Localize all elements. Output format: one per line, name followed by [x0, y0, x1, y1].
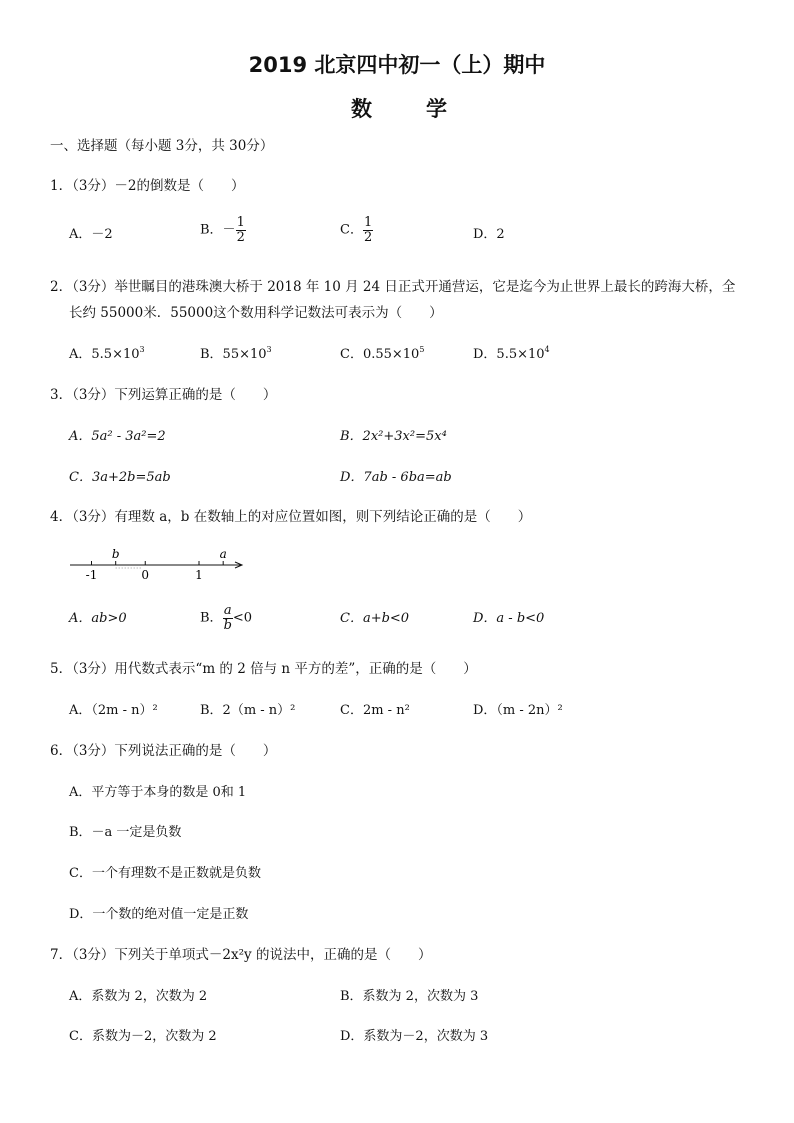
q2-option-a: A．$5.5\times 10^3$	[69, 345, 145, 362]
q1-option-d: D．2	[473, 227, 505, 242]
question-2-stem-line1: 2．（3分）举世瞩目的港珠澳大桥于 2018 年 10 月 24 日正式开通营运，它是迄今为止世界上最长的跨海大桥，全	[50, 279, 736, 295]
q5-option-d: D．（m - 2n）²	[473, 703, 563, 718]
q1-option-c: C． $\frac{1}{2}$	[340, 215, 373, 245]
tick-minus-1-label: -1	[85, 568, 98, 582]
q7-option-c: C．系数为－2，次数为 2	[69, 1029, 217, 1044]
q7-option-d: D．系数为－2，次数为 3	[340, 1029, 489, 1044]
q7-option-a: A．系数为 2，次数为 2	[69, 989, 208, 1004]
q6-option-d: D．一个数的绝对值一定是正数	[69, 907, 249, 922]
question-3-stem: 3．（3分）下列运算正确的是（ ）	[50, 387, 277, 403]
question-4-stem: 4．（3分）有理数 a，b 在数轴上的对应位置如图，则下列结论正确的是（ ）	[50, 509, 532, 525]
section-heading: 一、选择题（每小题 3分，共 30分）	[50, 138, 274, 154]
point-a-label: a	[219, 547, 227, 561]
q6-option-b: B．－a 一定是负数	[69, 825, 182, 840]
tick-1-label: 1	[195, 568, 203, 582]
q1-option-a: A．－2	[69, 227, 113, 242]
q3-option-c: C．3a+2b=5ab	[69, 470, 171, 485]
question-5-stem: 5．（3分）用代数式表示“m 的 2 倍与 n 平方的差”，正确的是（ ）	[50, 661, 477, 677]
q2-option-c: C．$0.55\times 10^5$	[340, 345, 425, 362]
subject-title: 数学	[351, 97, 501, 121]
tick-0-label: 0	[141, 568, 150, 582]
q5-option-a: A．（2m - n）²	[69, 703, 158, 718]
number-line-figure	[64, 543, 254, 585]
page-title: 2019 北京四中初一（上）期中	[248, 53, 546, 77]
q4-option-d: D．a - b<0	[473, 611, 545, 626]
q6-option-c: C．一个有理数不是正数就是负数	[69, 866, 261, 881]
question-1-stem: 1．（3分）－2的倒数是（ ）	[50, 178, 245, 194]
question-7-stem: 7．（3分）下列关于单项式－2x²y 的说法中，正确的是（ ）	[50, 947, 432, 963]
q1-option-b: B．－ $\frac{1}{2}$	[200, 215, 245, 245]
question-2-stem-line2: 长约 55000米．55000这个数用科学记数法可表示为（ ）	[69, 305, 443, 321]
q3-option-b: B．2x²+3x²=5x⁴	[340, 429, 447, 444]
q5-option-c: C．2m - n²	[340, 703, 410, 718]
q3-option-a: A．5a² - 3a²=2	[69, 429, 166, 444]
q4-option-a: A．ab>0	[69, 611, 127, 626]
q5-option-b: B．2（m - n）²	[200, 703, 296, 718]
q3-option-d: D．7ab - 6ba=ab	[340, 470, 452, 485]
point-b-label: b	[111, 547, 120, 561]
q7-option-b: B．系数为 2，次数为 3	[340, 989, 479, 1004]
q4-option-c: C．a+b<0	[340, 611, 410, 626]
q2-option-d: D．$5.5\times 10^4$	[473, 345, 550, 362]
q2-option-b: B．$55\times 10^3$	[200, 345, 272, 362]
q6-option-a: A．平方等于本身的数是 0和 1	[69, 785, 247, 800]
question-6-stem: 6．（3分）下列说法正确的是（ ）	[50, 743, 277, 759]
q4-option-b: B． $\frac{a}{b}$ <0	[200, 603, 253, 633]
